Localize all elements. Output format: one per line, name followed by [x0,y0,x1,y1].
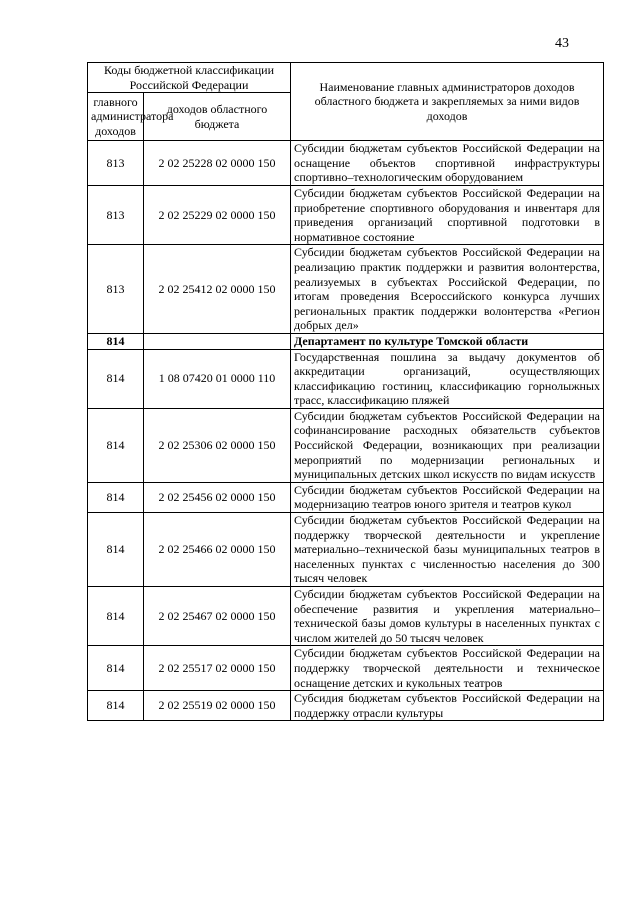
table-header [88,63,604,141]
table-row [88,513,604,587]
income-code-cell: 2 02 25412 02 0000 150 [144,245,291,334]
table-row [88,691,604,721]
admin-column-header: главного администратора доходов [88,93,144,141]
income-code-cell: 2 02 25306 02 0000 150 [144,408,291,482]
table-row [88,185,604,244]
income-name-cell: Субсидии бюджетам субъектов Российской Федерации на софинансирование расходных обязательств субъектов Российской Федерации, возникающих при реализации мероприятий по модернизации региональных и муниципальных детских школ искусств по видам искусств [291,408,604,482]
income-code-cell: 2 02 25519 02 0000 150 [144,691,291,721]
table-row [88,245,604,334]
income-code-cell: 2 02 25229 02 0000 150 [144,185,291,244]
codes-group-header: Коды бюджетной классификации Российской Федерации [88,63,291,93]
income-name-cell: Субсидии бюджетам субъектов Российской Федерации на оснащение объектов спортивной инфраструктуры спортивно–технологическим оборудованием [291,141,604,186]
admin-code-cell: 813 [88,141,144,186]
income-name-cell: Субсидии бюджетам субъектов Российской Федерации на поддержку творческой деятельности и укрепление материально–технической базы муниципальных театров в населенных пунктах с численностью населения до 300 тысяч человек [291,513,604,587]
department-name-cell: Департамент по культуре Томской области [291,333,604,349]
table-row [88,141,604,186]
budget-classification-table [87,62,604,721]
admin-code-cell: 814 [88,333,144,349]
income-name-cell: Субсидии бюджетам субъектов Российской Федерации на поддержку творческой деятельности и техническое оснащение детских и кукольных театров [291,646,604,691]
income-code-cell: 2 02 25467 02 0000 150 [144,587,291,646]
table-row [88,408,604,482]
income-column-header: доходов областного бюджета [144,93,291,141]
admin-code-cell: 813 [88,245,144,334]
income-code-cell: 2 02 25466 02 0000 150 [144,513,291,587]
admin-code-cell: 814 [88,349,144,408]
admin-code-cell: 814 [88,587,144,646]
income-code-cell: 2 02 25456 02 0000 150 [144,482,291,512]
table-row [88,646,604,691]
income-code-cell [144,333,291,349]
income-name-cell: Субсидии бюджетам субъектов Российской Федерации на модернизацию театров юного зрителя и театров кукол [291,482,604,512]
admin-code-cell: 814 [88,513,144,587]
page-number: 43 [555,36,569,51]
table-row [88,349,604,408]
income-name-cell: Субсидии бюджетам субъектов Российской Федерации на реализацию практик поддержки и развития волонтерства, реализуемых в субъектах Российской Федерации, по итогам проведения Всероссийского конкурса лучших региональных практик поддержки волонтерства «Регион добрых дел» [291,245,604,334]
income-code-cell: 2 02 25517 02 0000 150 [144,646,291,691]
income-name-cell: Государственная пошлина за выдачу документов об аккредитации организаций, осуществляющих классификацию гостиниц, классификацию горнолыжных трасс, классификацию пляжей [291,349,604,408]
admin-code-cell: 814 [88,482,144,512]
admin-code-cell: 814 [88,691,144,721]
name-column-header: Наименование главных администраторов доходов областного бюджета и закрепляемых за ними видов доходов [291,63,604,141]
income-code-cell: 1 08 07420 01 0000 110 [144,349,291,408]
income-name-cell: Субсидии бюджетам субъектов Российской Федерации на приобретение спортивного оборудования и инвентаря для приведения организаций спортивной подготовки в нормативное состояние [291,185,604,244]
table-row [88,587,604,646]
admin-code-cell: 814 [88,646,144,691]
admin-code-cell: 814 [88,408,144,482]
income-code-cell: 2 02 25228 02 0000 150 [144,141,291,186]
department-row [88,333,604,349]
income-name-cell: Субсидии бюджетам субъектов Российской Федерации на обеспечение развития и укрепления материально–технической базы домов культуры в населенных пунктах с числом жителей до 50 тысяч человек [291,587,604,646]
table-row [88,482,604,512]
income-name-cell: Субсидия бюджетам субъектов Российской Федерации на поддержку отрасли культуры [291,691,604,721]
admin-code-cell: 813 [88,185,144,244]
